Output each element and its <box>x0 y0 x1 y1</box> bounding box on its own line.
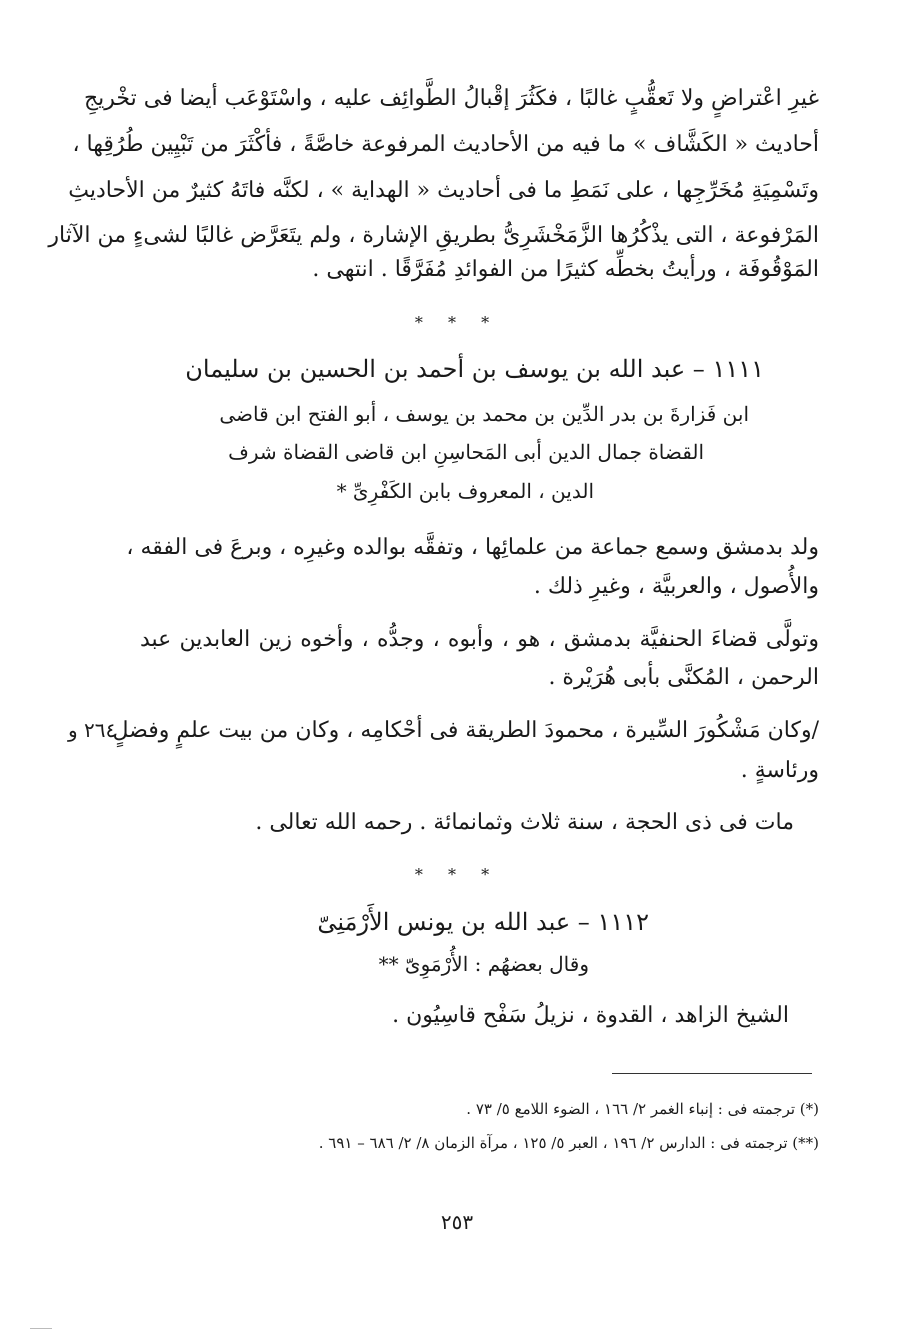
margin-folio-note: ٢٦٤ و <box>68 718 117 742</box>
section-separator: * * * <box>414 865 500 884</box>
entry-name-line: الدين ، المعروف بابن الكَفْرِىِّ * <box>336 479 594 503</box>
text-line: ورئاسةٍ . <box>740 758 819 783</box>
entry-name-line: القضاة جمال الدين أبى المَحاسِنِ ابن قاضى القضاة شرف <box>228 440 704 464</box>
entry-heading: ١١١٢ – عبد الله بن يونس الأَرْمَنِىّ <box>317 908 649 936</box>
page-number: ٢٥٣ <box>440 1210 474 1234</box>
footnote: (*) ترجمته فى : إنباء الغمر ٢/ ١٦٦ ، الضوء اللامع ٥/ ٧٣ . <box>466 1100 819 1118</box>
footnote: (**) ترجمته فى : الدارس ٢/ ١٩٦ ، العبر ٥/ ١٢٥ ، مرآة الزمان ٨/ ٢/ ٦٨٦ – ٦٩١ . <box>318 1134 819 1152</box>
text-line: الرحمن ، المُكنَّى بأبى هُرَيْرة . <box>548 665 819 690</box>
text-line: غيرِ اعْتراضٍ ولا تَعقُّبٍ غالبًا ، فكَثُرَ إقْبالُ الطَّوائِف عليه ، واسْتَوْعَب أيضا فى تخْريجِ <box>83 86 819 111</box>
text-line: الشيخ الزاهد ، القدوة ، نزيلُ سَفْح قاسِيُون . <box>392 1003 789 1028</box>
text-line: المَرْفوعة ، التى يذْكُرُها الزَّمَخْشَرِىُّ بطريقِ الإشارة ، ولم يتَعَرَّض غالبًا لشىءٍ من الآثار <box>48 223 819 248</box>
text-line: المَوْقُوفَة ، ورأيتُ بخطِّه كثيرًا من الفوائدِ مُفَرَّقًا . انتهى . <box>312 257 819 282</box>
entry-alt-name: وقال بعضهُم : الأُرْمَوِىّ ** <box>378 952 589 976</box>
section-separator: * * * <box>414 313 500 332</box>
entry-name-line: ابن فَزارةَ بن بدر الدِّين بن محمد بن يوسف ، أبو الفتح ابن قاضى <box>219 402 749 426</box>
text-line: أحاديث « الكَشَّاف » ما فيه من الأحاديث المرفوعة خاصَّةً ، فأكْثَرَ من تَبْيِين طُرُقِها ، <box>72 132 819 157</box>
text-line: وتَسْمِيَةِ مُخَرِّجِها ، على نَمَطِ ما فى أحاديث « الهداية » ، لكنَّه فاتَهُ كثيرٌ من الأحاديثِ <box>68 178 819 203</box>
text-line: والأُصول ، والعربيَّة ، وغيرِ ذلك . <box>533 574 819 599</box>
text-line: مات فى ذى الحجة ، سنة ثلاث وثمانمائة . رحمه الله تعالى . <box>255 810 794 835</box>
text-line: ولد بدمشق وسمع جماعة من علمائِها ، وتفقَّه بوالده وغيرِه ، وبرعَ فى الفقه ، <box>126 535 819 560</box>
text-line: وتولَّى قضاءَ الحنفيَّة بدمشق ، هو ، وأبوه ، وجدُّه ، وأخوه زين العابدين عبد <box>140 627 819 652</box>
scan-edge-mark <box>30 1328 52 1329</box>
text-line: /وكان مَشْكُورَ السِّيرة ، محمودَ الطريقة فى أحْكامِه ، وكان من بيت علمٍ وفضلٍ <box>112 718 819 743</box>
entry-heading: ١١١١ – عبد الله بن يوسف بن أحمد بن الحسين بن سليمان <box>185 355 764 383</box>
footnote-rule <box>612 1073 812 1074</box>
